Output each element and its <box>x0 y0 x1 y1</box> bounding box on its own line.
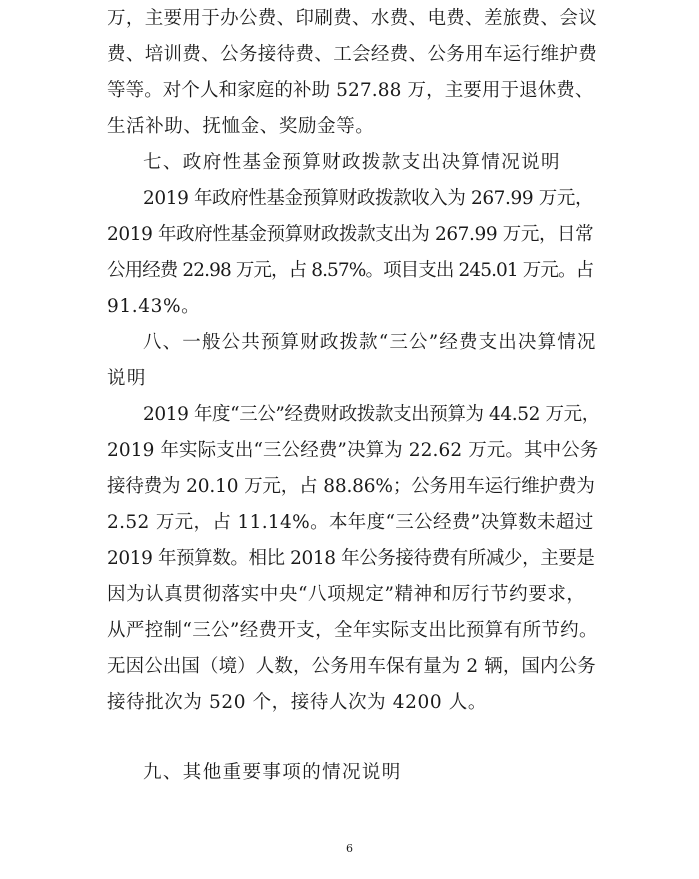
text-line: 因为认真贯彻落实中央“八项规定”精神和厉行节约要求， <box>107 584 586 605</box>
text-line: 接待费为 20.10 万元，占 88.86%；公务用车运行维护费为 <box>107 476 595 497</box>
text-line: 公用经费 22.98 万元，占 8.57%。项目支出 245.01 万元。占 <box>107 260 594 281</box>
text-line: 2019 年度“三公”经费财政拨款支出预算为 44.52 万元， <box>143 404 600 425</box>
section-heading-9: 九、其他重要事项的情况说明 <box>143 762 402 783</box>
text-line: 万，主要用于办公费、印刷费、水费、电费、差旅费、会议 <box>107 8 598 29</box>
text-line: 2019 年实际支出“三公经费”决算为 22.62 万元。其中公务 <box>107 440 599 461</box>
text-line: 2019 年政府性基金预算财政拨款支出为 267.99 万元，日常 <box>107 224 594 245</box>
section-heading-7: 七、政府性基金预算财政拨款支出决算情况说明 <box>143 152 561 173</box>
text-line: 91.43%。 <box>107 296 201 317</box>
text-line: 从严控制“三公”经费开支，全年实际支出比预算有所节约。 <box>107 620 598 641</box>
section-heading-8: 八、一般公共预算财政拨款“三公”经费支出决算情况 <box>143 332 597 353</box>
text-line: 费、培训费、公务接待费、工会经费、公务用车运行维护费 <box>107 44 598 65</box>
text-line: 2019 年政府性基金预算财政拨款收入为 267.99 万元， <box>143 188 594 209</box>
text-line: 2.52 万元，占 11.14%。本年度“三公经费”决算数未超过 <box>107 512 594 533</box>
page-number: 6 <box>346 842 353 855</box>
text-line: 无因公出国（境）人数，公务用车保有量为 2 辆，国内公务 <box>107 656 596 677</box>
text-line: 接待批次为 520 个，接待人次为 4200 人。 <box>107 692 487 713</box>
text-line: 生活补助、抚恤金、奖励金等。 <box>107 116 375 137</box>
section-heading-8-cont: 说明 <box>107 368 147 389</box>
text-line: 等等。对个人和家庭的补助 527.88 万，主要用于退休费、 <box>107 80 594 101</box>
text-line: 2019 年预算数。相比 2018 年公务接待费有所减少，主要是 <box>107 548 595 569</box>
